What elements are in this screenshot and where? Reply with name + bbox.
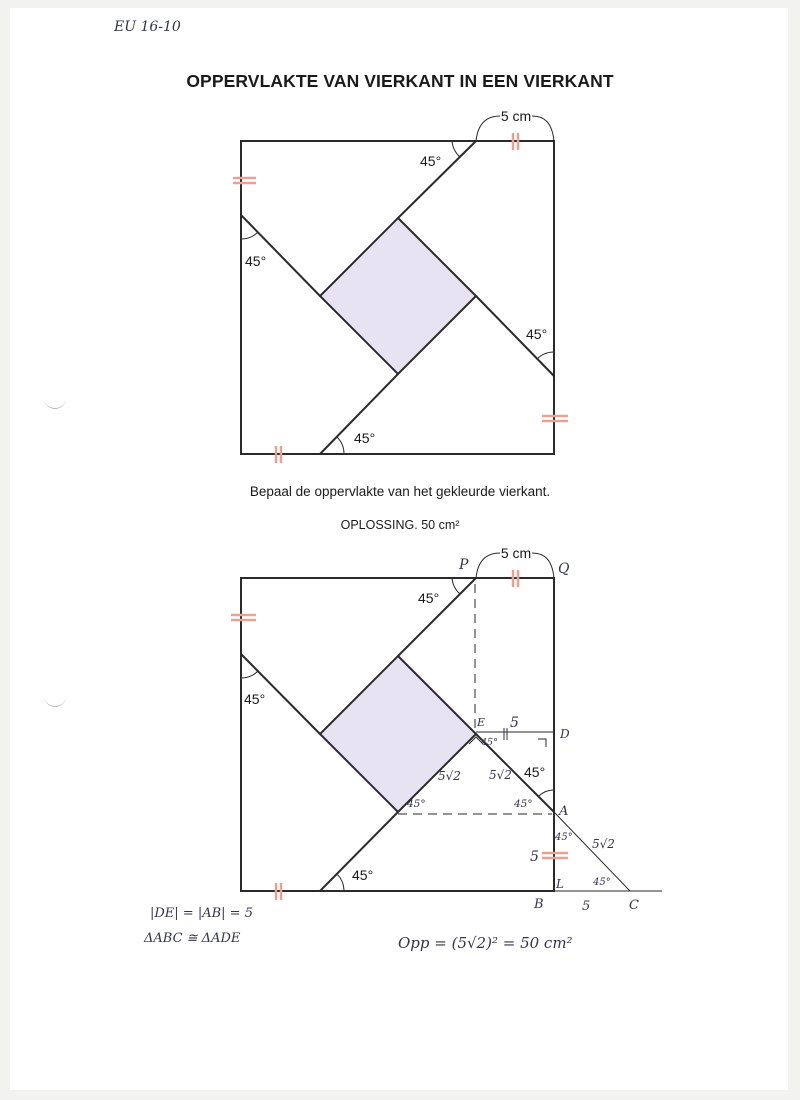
angle-label: 45°: [354, 430, 376, 446]
right-angle-mark: [538, 739, 546, 747]
angle-label: 45°: [526, 326, 548, 342]
handwritten-note: |DE| = |AB| = 5: [150, 906, 253, 921]
page-title: OPPERVLAKTE VAN VIERKANT IN EEN VIERKANT: [186, 71, 614, 91]
angle-label: 45°: [245, 253, 267, 269]
dimension-label: 5 cm: [500, 108, 532, 124]
angle-label: 45°: [244, 691, 266, 707]
length-label-de: 5: [510, 715, 519, 731]
angle-arc: [538, 790, 554, 797]
area-formula: Opp = (5√2)² = 50 cm²: [398, 934, 573, 952]
length-label-root: 5√2: [592, 837, 615, 851]
point-label-q: Q: [558, 561, 570, 577]
angle-arc: [337, 874, 344, 891]
angle-label: 45°: [418, 590, 440, 606]
document-code: EU 16-10: [114, 19, 181, 35]
length-label-bc: 5: [582, 899, 591, 914]
angle-label: 45°: [420, 153, 442, 169]
angle-label-small: 45°: [514, 798, 533, 810]
solution-text: OPLOSSING. 50 cm²: [340, 518, 460, 532]
length-label-ab: 5: [530, 849, 539, 865]
point-label-l: L: [556, 877, 564, 891]
equal-length-tick-marks: [504, 728, 507, 740]
angle-label-small: 45°: [593, 877, 611, 888]
point-label-p: P: [459, 557, 469, 573]
point-label-a: A: [559, 804, 569, 819]
length-label-root: 5√2: [489, 768, 512, 782]
angle-label: 45°: [352, 867, 374, 883]
angle-label-small: 45°: [481, 737, 498, 748]
angle-arc: [452, 578, 460, 594]
angle-arc: [241, 671, 258, 678]
angle-label: 45°: [524, 764, 546, 780]
extension-line-ac: [554, 812, 630, 891]
angle-label-small: 45°: [407, 798, 426, 810]
point-label-b: B: [534, 897, 544, 912]
handwritten-note: ΔABC ≅ ΔADE: [144, 931, 241, 946]
point-label-c: C: [629, 898, 639, 913]
shaded-square: [320, 656, 476, 812]
length-label-root: 5√2: [438, 769, 461, 783]
question-text: Bepaal de oppervlakte van het gekleurde vierkant.: [249, 484, 551, 499]
angle-label-small: 45°: [555, 832, 573, 843]
point-label-e: E: [477, 716, 486, 729]
point-label-d: D: [560, 727, 570, 741]
dimension-label: 5 cm: [500, 545, 532, 561]
